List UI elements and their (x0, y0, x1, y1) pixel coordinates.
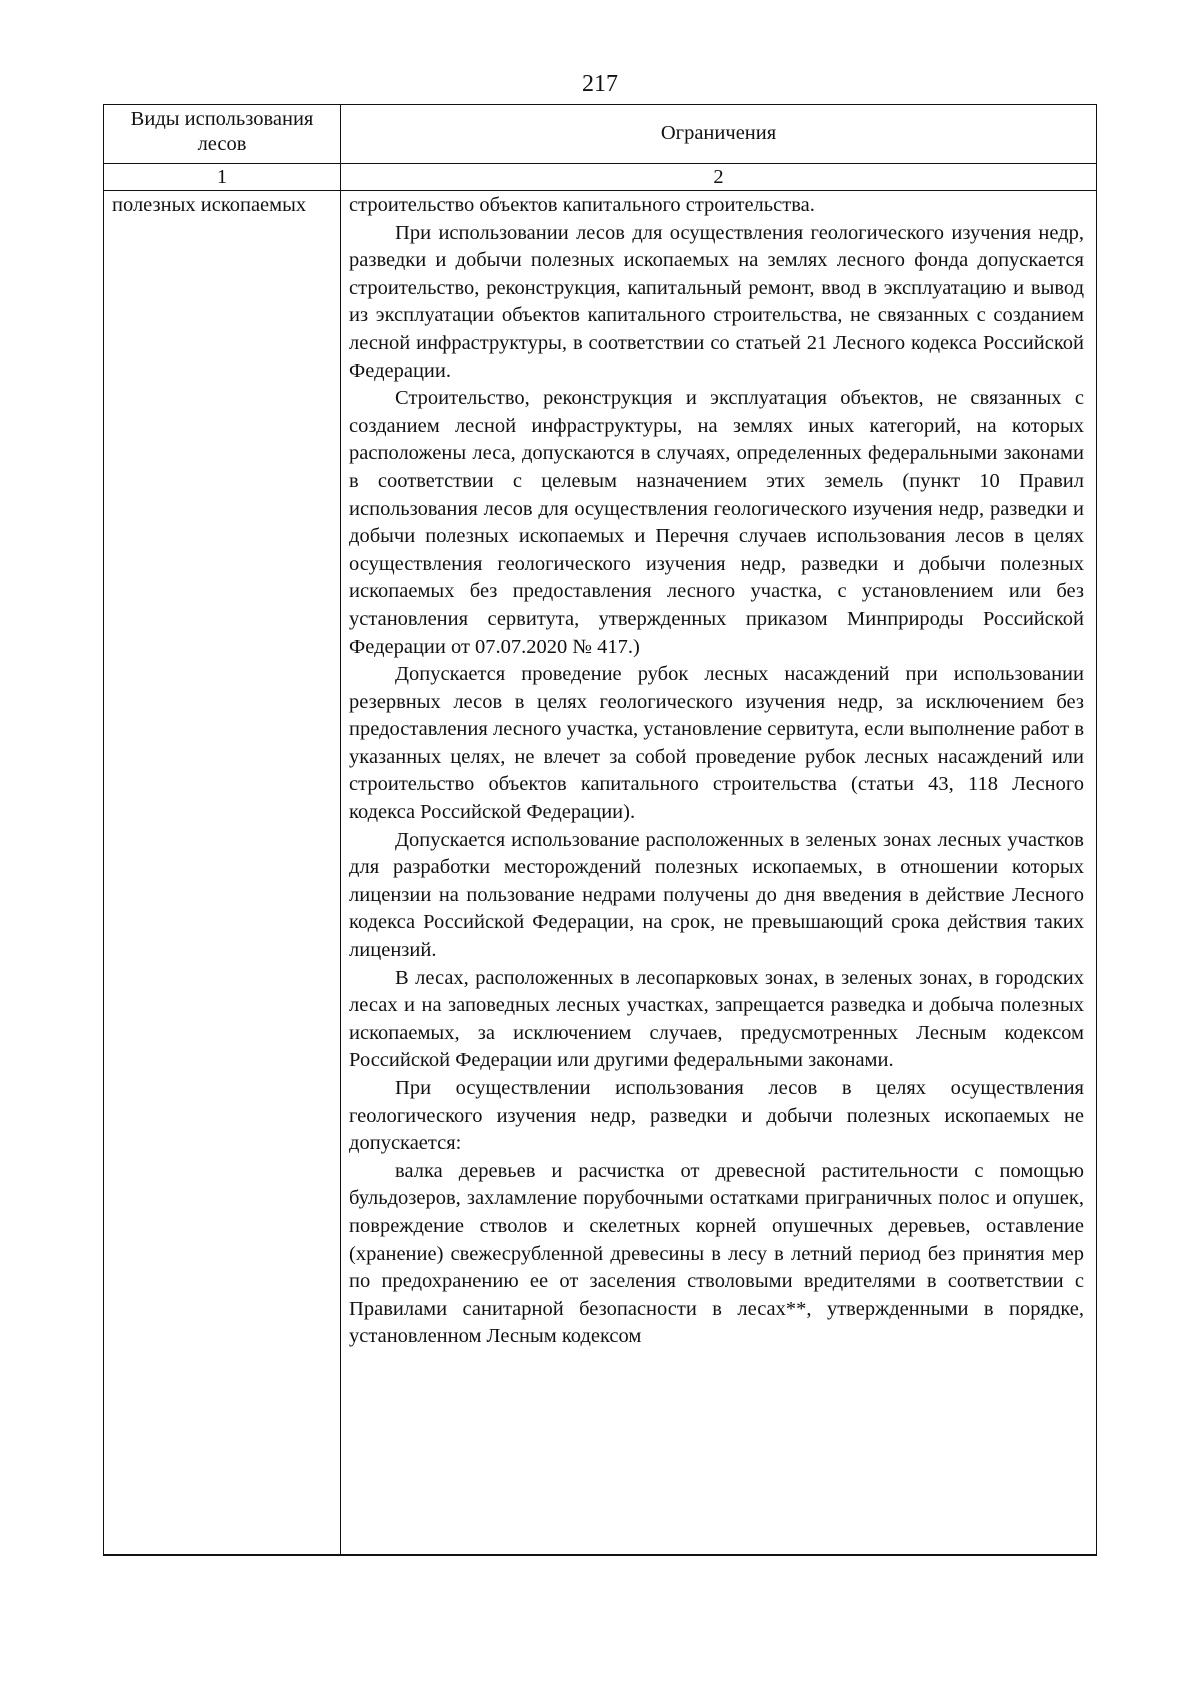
restriction-paragraph: При использовании лесов для осуществления геологического изучения недр, разведки и добычи полезных ископаемых на землях лесного фонда допускается строительство, реконструкция, капитальный ремонт, ввод в эксплуатацию и вывод из эксплуатации объектов капитального строительства, не связанных с созданием лесной инфраструктуры, в соответствии со статьей 21 Лесного кодекса Российской Федерации. (349, 221, 1084, 382)
restriction-paragraph: строительство объектов капитального строительства. (349, 194, 815, 216)
column-number-row (104, 164, 1097, 191)
header-restrictions: Ограничения (341, 105, 1097, 164)
header-forest-use-types: Виды использования лесов (104, 105, 341, 164)
restriction-paragraph: Допускается проведение рубок лесных насаждений при использовании резервных лесов в целях геологического изучения недр, за исключением без предоставления лесного участка, установление сервитута, если выполнение работ в указанных целях, не влечет за собой проведение рубок лесных насаждений или строительство объектов капитального строительства (статьи 43, 118 Лесного кодекса Российской Федерации). (349, 663, 1084, 824)
column-number-2: 2 (341, 164, 1097, 191)
usage-type-cell: полезных ископаемых (104, 191, 341, 1556)
page-number: 217 (582, 71, 618, 97)
restriction-paragraph: валка деревьев и расчистка от древесной растительности с помощью бульдозеров, захламление порубочными остатками приграничных полос и опушек, повреждение стволов и скелетных корней опушечных деревьев, оставление (хранение) свежесрубленной древесины в лесу в летний период без принятия мер по предохранению ее от заселения стволовыми вредителями в соответствии с Правилами санитарной безопасности в лесах**, утвержденными в порядке, установленном Лесным кодексом (349, 1159, 1084, 1348)
restrictions-cell (341, 191, 1097, 1556)
restriction-paragraph: Допускается использование расположенных в зеленых зонах лесных участков для разработки месторождений полезных ископаемых, в отношении которых лицензии на пользование недрами получены до дня введения в действие Лесного кодекса Российской Федерации, на срок, не превышающий срока действия таких лицензий. (349, 828, 1084, 962)
restriction-paragraph: Строительство, реконструкция и эксплуатация объектов, не связанных с созданием лесной инфраструктуры, на землях иных категорий, на которых расположены леса, допускаются в случаях, определенных федеральными законами в соответствии с целевым назначением этих земель (пункт 10 Правил использования лесов для осуществления геологического изучения недр, разведки и добычи полезных ископаемых и Перечня случаев использования лесов в целях осуществления геологического изучения недр, разведки и добычи полезных ископаемых без предоставления лесного участка, с установлением или без установления сервитута, утвержденных приказом Минприроды Российской Федерации от 07.07.2020 № 417.) (349, 387, 1084, 658)
column-number-1: 1 (104, 164, 341, 191)
restriction-paragraph: При осуществлении использования лесов в целях осуществления геологического изучения недр, разведки и добычи полезных ископаемых не допускается: (349, 1077, 1084, 1155)
table-row (104, 191, 1097, 1556)
table-header-row (104, 105, 1097, 164)
restriction-paragraph: В лесах, расположенных в лесопарковых зонах, в зеленых зонах, в городских лесах и на заповедных лесных участках, запрещается разведка и добыча полезных ископаемых, за исключением случаев, предусмотренных Лесным кодексом Российской Федерации или другими федеральными законами. (349, 966, 1084, 1072)
restrictions-table (103, 104, 1097, 1556)
